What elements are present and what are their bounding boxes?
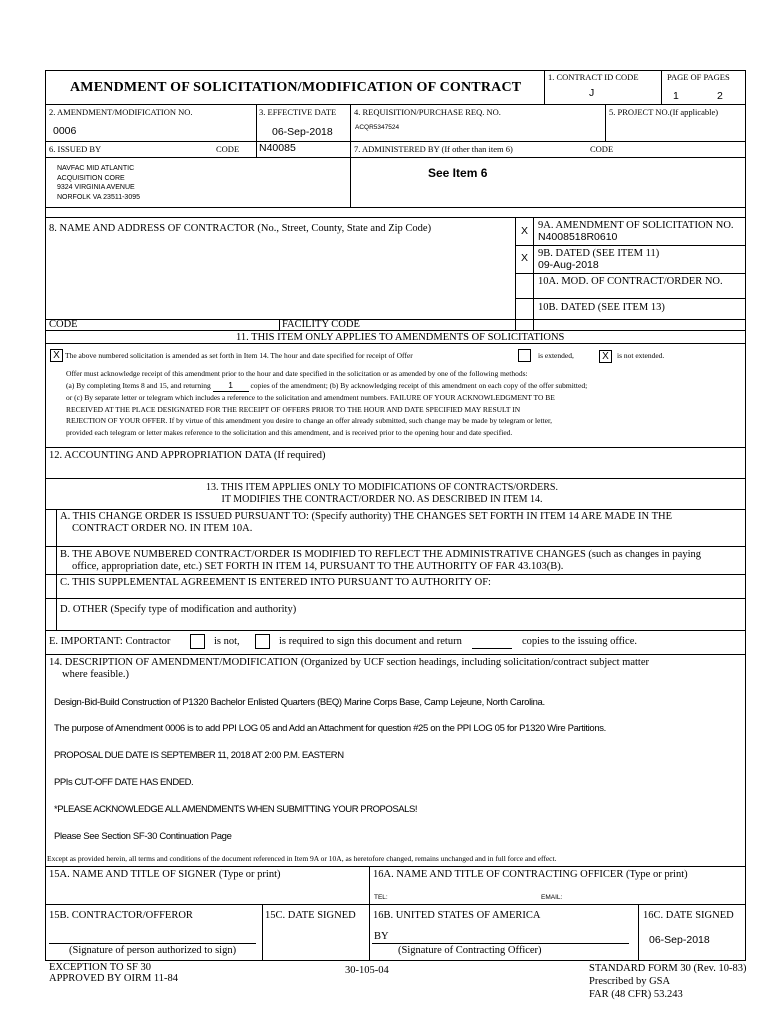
accounting-data-label: 12. ACCOUNTING AND APPROPRIATION DATA (If required) bbox=[49, 450, 326, 461]
box-9b-mark[interactable]: X bbox=[521, 252, 529, 264]
item-11-instructions bbox=[66, 368, 587, 438]
copies-to-issuing-office-label: copies to the issuing office. bbox=[522, 636, 637, 647]
except-provided-text: Except as provided herein, all terms and conditions of the document referenced in Item 9A or 10A, as heretofore changed, remains unchanged and in full force and effect. bbox=[47, 854, 557, 863]
item-13-a-line: A. THIS CHANGE ORDER IS ISSUED PURSUANT TO: (Specify authority) THE CHANGES SET FORTH IN ITEM 14 ARE MADE IN THE bbox=[60, 511, 672, 522]
item-11-amended-text: The above numbered solicitation is amended as set forth in Item 14. The hour and date specified for receipt of Offer bbox=[65, 351, 413, 360]
solicitation-amendment-no-label: 9A. AMENDMENT OF SOLICITATION NO. bbox=[538, 220, 734, 231]
administered-by-code-label: CODE bbox=[590, 144, 614, 154]
united-states-label: 16B. UNITED STATES OF AMERICA bbox=[373, 910, 541, 921]
issued-by-code-value: N40085 bbox=[259, 142, 296, 154]
footer-right-line: STANDARD FORM 30 (Rev. 10-83) bbox=[589, 963, 747, 974]
footer-right-line: Prescribed by GSA bbox=[589, 976, 671, 987]
item-13-heading bbox=[188, 482, 576, 506]
item-11-line: provided each telegram or letter makes reference to the solicitation and this amendment, and is received prior to the opening hour and date specified. bbox=[66, 427, 513, 437]
page-number: 1 bbox=[673, 90, 679, 102]
description-label-line: 14. DESCRIPTION OF AMENDMENT/MODIFICATION (Organized by UCF section headings, including solicitation/contract subject matter bbox=[49, 657, 649, 668]
by-label: BY bbox=[374, 931, 389, 942]
contractor-code-label: CODE bbox=[49, 319, 78, 330]
footer-left-line: EXCEPTION TO SF 30 bbox=[49, 962, 152, 973]
contracting-officer-name-label: 16A. NAME AND TITLE OF CONTRACTING OFFICER (Type or print) bbox=[373, 869, 688, 880]
item-13-c: C. THIS SUPPLEMENTAL AGREEMENT IS ENTERED INTO PURSUANT TO AUTHORITY OF: bbox=[60, 577, 491, 588]
signer-name-title-label: 15A. NAME AND TITLE OF SIGNER (Type or print) bbox=[49, 869, 281, 880]
footer-left-line: APPROVED BY OIRM 11-84 bbox=[49, 973, 179, 984]
item-11-line: RECEIVED AT THE PLACE DESIGNATED FOR THE RECEIPT OF OFFERS PRIOR TO THE HOUR AND DATE SPECIFIED MAY RESULT IN bbox=[66, 404, 521, 414]
description-line: Design-Bid-Build Construction of P1320 Bachelor Enlisted Quarters (BEQ) Marine Corps Base, Camp Lejeune, North Carolina. bbox=[54, 697, 545, 708]
important-label: E. IMPORTANT: Contractor bbox=[49, 636, 171, 647]
contractor-date-signed-label: 15C. DATE SIGNED bbox=[265, 910, 356, 921]
item-13-heading-line: 13. THIS ITEM APPLIES ONLY TO MODIFICATIONS OF CONTRACTS/ORDERS. bbox=[205, 482, 558, 493]
email-label: EMAIL: bbox=[541, 894, 563, 901]
tel-label: TEL: bbox=[374, 894, 388, 901]
item-11-line-part: (a) By completing Items 8 and 15, and returning bbox=[66, 380, 211, 390]
requisition-no-label: 4. REQUISITION/PURCHASE REQ. NO. bbox=[354, 107, 501, 117]
address-line: NORFOLK VA 23511-3095 bbox=[57, 194, 141, 202]
description-line: *PLEASE ACKNOWLEDGE ALL AMENDMENTS WHEN SUBMITTING YOUR PROPOSALS! bbox=[54, 804, 418, 815]
footer-exception bbox=[49, 962, 178, 984]
description-line: PPIs CUT-OFF DATE HAS ENDED. bbox=[54, 777, 194, 788]
address-line: ACQUISITION CORE bbox=[57, 174, 125, 182]
item-13-b-line: office, appropriation date, etc.) SET FORTH IN ITEM 14, PURSUANT TO THE AUTHORITY OF FAR 43.103(B). bbox=[72, 561, 564, 572]
issued-by-code-label: CODE bbox=[216, 144, 240, 154]
box-9a-mark[interactable]: X bbox=[521, 225, 529, 237]
item-11-line-part: copies of the amendment; (b) By acknowledging receipt of this amendment on each copy of the offer submitted; bbox=[250, 380, 588, 390]
amendment-no-value: 0006 bbox=[53, 125, 77, 137]
item-13-a bbox=[60, 511, 672, 535]
address-line: 9324 VIRGINIA AVENUE bbox=[57, 184, 135, 192]
contractor-name-address-label: 8. NAME AND ADDRESS OF CONTRACTOR (No., Street, County, State and Zip Code) bbox=[49, 223, 432, 234]
requisition-no-value: ACQR5347524 bbox=[355, 124, 400, 131]
is-not-label: is not, bbox=[214, 636, 240, 647]
officer-date-signed-label: 16C. DATE SIGNED bbox=[643, 910, 734, 921]
description-line: PROPOSAL DUE DATE IS SEPTEMBER 11, 2018 AT 2:00 P.M. EASTERN bbox=[54, 750, 344, 761]
item-11-amended-checkbox[interactable]: X bbox=[50, 349, 63, 362]
contractor-is-not-checkbox[interactable] bbox=[190, 634, 205, 649]
description-line: Please See Section SF-30 Continuation Page bbox=[54, 831, 232, 842]
item-11-extended-label: is extended, bbox=[538, 351, 574, 360]
issuing-office-address bbox=[57, 164, 140, 203]
solicitation-dated-label: 9B. DATED (SEE ITEM 11) bbox=[538, 248, 660, 259]
amendment-no-label: 2. AMENDMENT/MODIFICATION NO. bbox=[49, 107, 193, 117]
item-11-extended-checkbox[interactable] bbox=[518, 349, 531, 362]
officer-signature-caption: (Signature of Contracting Officer) bbox=[398, 945, 542, 956]
contract-id-code-value: J bbox=[589, 87, 595, 99]
item-11-line: Offer must acknowledge receipt of this amendment prior to the hour and date specified in the solicitation or as amended by one of the following methods: bbox=[66, 369, 528, 378]
description-label bbox=[49, 657, 649, 681]
item-11-line: or (c) By separate letter or telegram which includes a reference to the solicitation and amendment numbers. FAILURE OF YOUR ACKNOWLEDGMENT TO BE bbox=[66, 393, 555, 402]
copies-to-return-field[interactable] bbox=[472, 648, 512, 649]
item-11-not-extended-checkbox[interactable]: X bbox=[599, 350, 612, 363]
contract-id-code-label: 1. CONTRACT ID CODE bbox=[548, 72, 639, 82]
item-13-heading-line: IT MODIFIES THE CONTRACT/ORDER NO. AS DESCRIBED IN ITEM 14. bbox=[221, 494, 543, 505]
facility-code-label: FACILITY CODE bbox=[282, 319, 360, 330]
item-13-d: D. OTHER (Specify type of modification and authority) bbox=[60, 604, 297, 615]
form-title: AMENDMENT OF SOLICITATION/MODIFICATION OF CONTRACT bbox=[70, 80, 522, 95]
is-required-label: is required to sign this document and return bbox=[279, 636, 462, 647]
contractor-signature-caption: (Signature of person authorized to sign) bbox=[69, 945, 237, 956]
page-count: 2 bbox=[717, 90, 723, 102]
officer-signature-line[interactable] bbox=[372, 943, 629, 944]
contractor-signature-line[interactable] bbox=[49, 943, 256, 944]
description-line: The purpose of Amendment 0006 is to add PPI LOG 05 and Add an Attachment for question #25 on the PPI LOG 05 for P1320 Wire Partitions. bbox=[54, 723, 606, 734]
administered-by-value: See Item 6 bbox=[428, 166, 488, 180]
item-13-b bbox=[60, 549, 701, 573]
effective-date-label: 3. EFFECTIVE DATE bbox=[259, 107, 337, 117]
item-11-heading: 11. THIS ITEM ONLY APPLIES TO AMENDMENTS OF SOLICITATIONS bbox=[236, 332, 565, 343]
solicitation-dated-value: 09-Aug-2018 bbox=[538, 259, 599, 271]
effective-date-value: 06-Sep-2018 bbox=[272, 126, 333, 138]
description-label-line: where feasible.) bbox=[62, 669, 130, 680]
page-of-pages-label: PAGE OF PAGES bbox=[667, 72, 730, 82]
administered-by-label: 7. ADMINISTERED BY (If other than item 6) bbox=[354, 144, 513, 154]
mod-contract-no-label: 10A. MOD. OF CONTRACT/ORDER NO. bbox=[538, 276, 723, 287]
item-13-a-line: CONTRACT ORDER NO. IN ITEM 10A. bbox=[72, 523, 253, 534]
footer-right-line: FAR (48 CFR) 53.243 bbox=[589, 989, 683, 1000]
item-11-not-extended-label: is not extended. bbox=[617, 351, 665, 360]
item-11-line: REJECTION OF YOUR OFFER. If by virtue of this amendment you desire to change an offer already submitted, such change may be made by telegram or letter, bbox=[66, 416, 553, 425]
project-no-label: 5. PROJECT NO.(If applicable) bbox=[609, 107, 719, 117]
mod-contract-dated-label: 10B. DATED (SEE ITEM 13) bbox=[538, 302, 665, 313]
officer-date-signed-value: 06-Sep-2018 bbox=[649, 934, 710, 946]
item-11-line bbox=[66, 380, 587, 393]
item-13-b-line: B. THE ABOVE NUMBERED CONTRACT/ORDER IS MODIFIED TO REFLECT THE ADMINISTRATIVE CHANGES (such as changes in paying bbox=[60, 549, 701, 560]
contractor-is-required-checkbox[interactable] bbox=[255, 634, 270, 649]
address-line: NAVFAC MID ATLANTIC bbox=[57, 165, 135, 172]
item-11-copies-value[interactable]: 1 bbox=[213, 380, 249, 393]
contractor-offeror-label: 15B. CONTRACTOR/OFFEROR bbox=[49, 910, 193, 921]
issued-by-label: 6. ISSUED BY bbox=[49, 144, 102, 154]
footer-form-number: 30-105-04 bbox=[345, 965, 389, 976]
footer-standard-form bbox=[589, 962, 746, 1001]
solicitation-amendment-no-value: N4008518R0610 bbox=[538, 231, 618, 243]
